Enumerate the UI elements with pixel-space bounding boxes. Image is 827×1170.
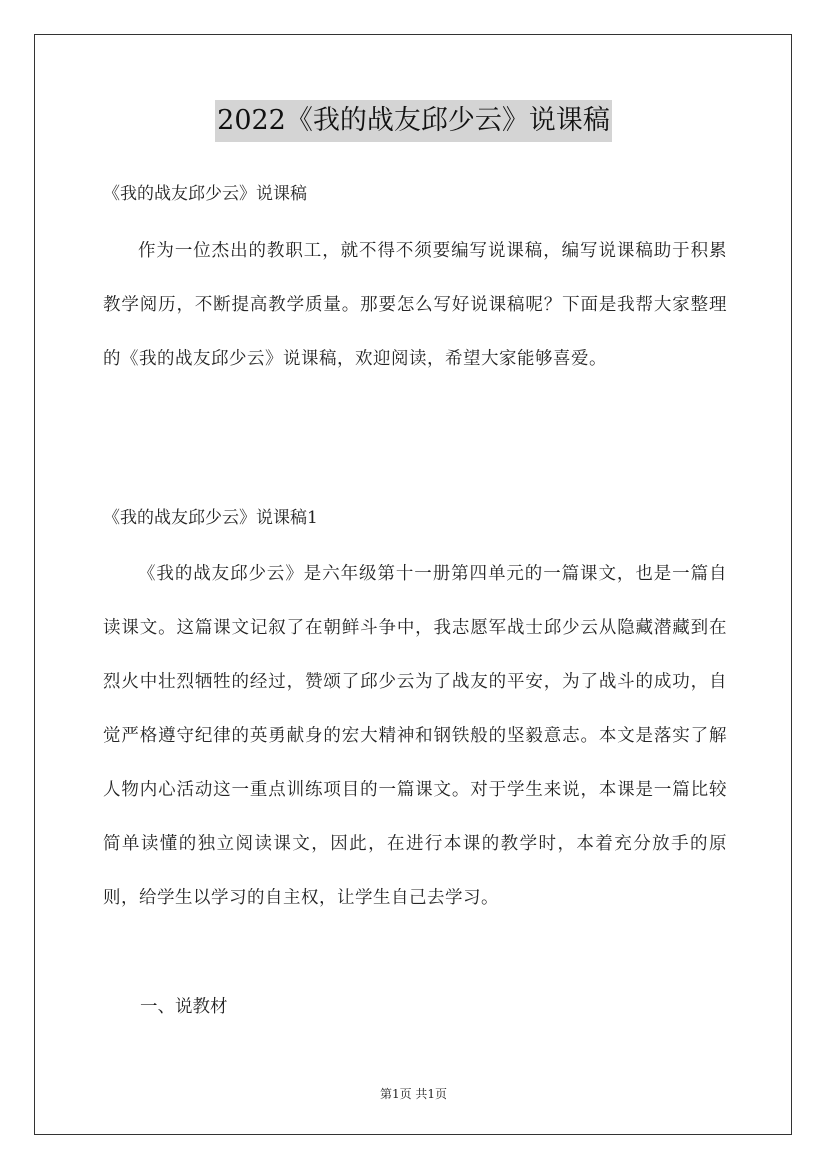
page-footer: 第1页 共1页 — [379, 1087, 448, 1101]
title-wrapper — [0, 100, 827, 142]
document-title: 2022《我的战友邱少云》说课稿 — [215, 100, 612, 142]
subsection-heading: 一、说教材 — [140, 997, 228, 1017]
section-heading: 《我的战友邱少云》说课稿1 — [103, 508, 318, 528]
intro-paragraph: 作为一位杰出的教职工，就不得不须要编写说课稿，编写说课稿助于积累教学阅历，不断提高教学质量。那要怎么写好说课稿呢？下面是我帮大家整理的《我的战友邱少云》说课稿，欢迎阅读，希望大家能够喜爱。 — [103, 241, 727, 369]
body-paragraph: 《我的战友邱少云》是六年级第十一册第四单元的一篇课文，也是一篇自读课文。这篇课文记叙了在朝鲜斗争中，我志愿军战士邱少云从隐藏潜藏到在烈火中壮烈牺牲的经过，赞颂了邱少云为了战友的平安，为了战斗的成功，自觉严格遵守纪律的英勇献身的宏大精神和钢铁般的坚毅意志。本文是落实了解人物内心活动这一重点训练项目的一篇课文。对于学生来说，本课是一篇比较简单读懂的独立阅读课文，因此，在进行本课的教学时，本着充分放手的原则，给学生以学习的自主权，让学生自己去学习。 — [103, 564, 727, 908]
document-subtitle: 《我的战友邱少云》说课稿 — [103, 184, 307, 204]
